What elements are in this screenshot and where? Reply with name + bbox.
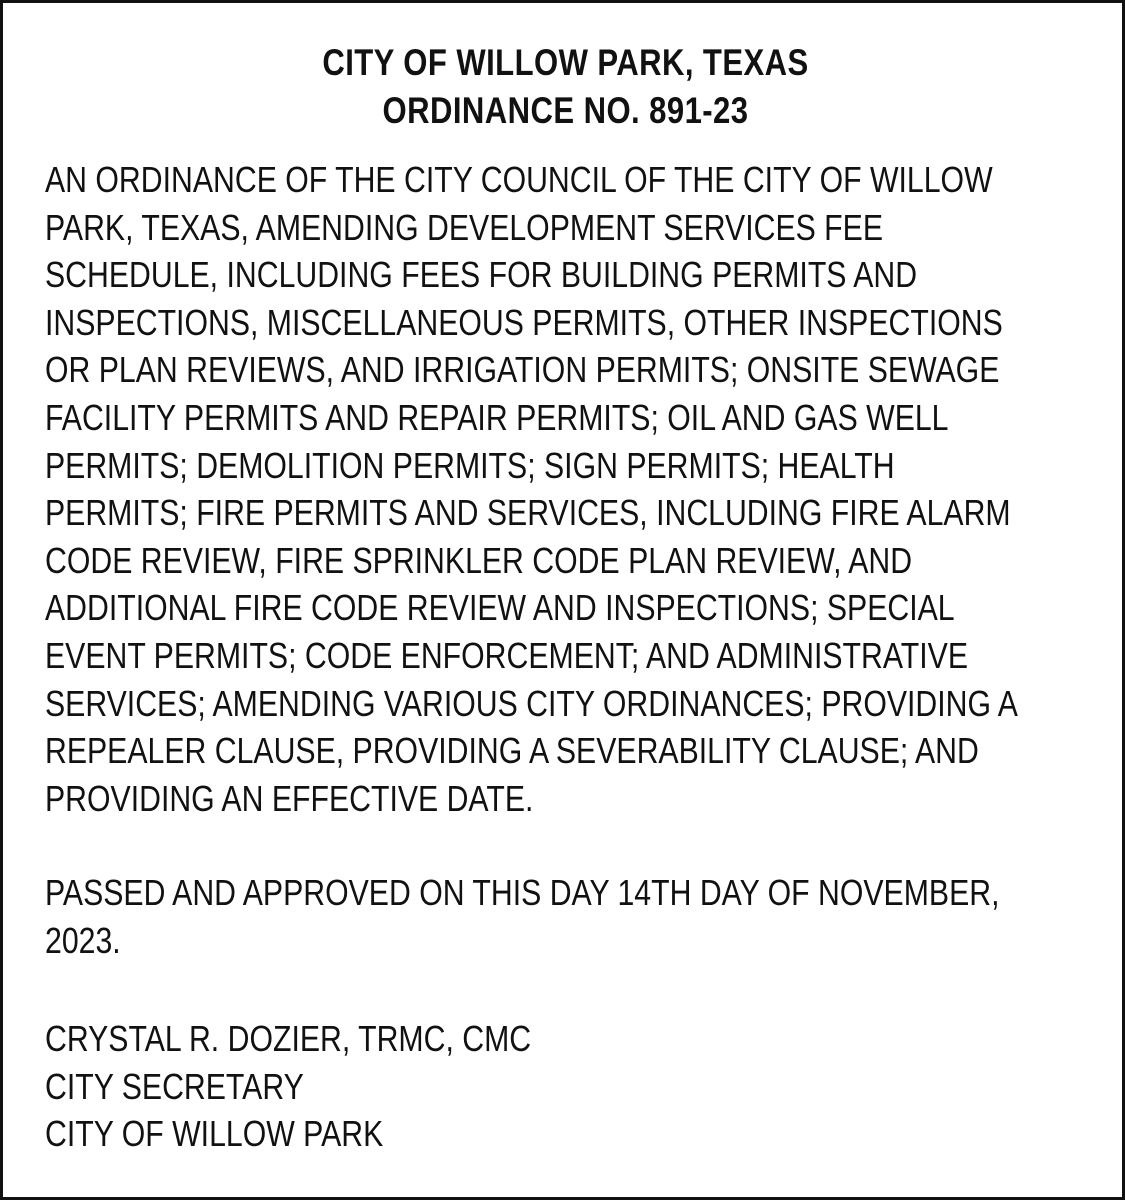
ordinance-caption-line: PERMITS; FIRE PERMITS AND SERVICES, INCLUDING FIRE ALARM bbox=[45, 492, 1011, 534]
ordinance-caption-line: INSPECTIONS, MISCELLANEOUS PERMITS, OTHER INSPECTIONS bbox=[45, 301, 1003, 343]
ordinance-caption-line: ADDITIONAL FIRE CODE REVIEW AND INSPECTIONS; SPECIAL bbox=[45, 587, 955, 629]
ordinance-caption-line: FACILITY PERMITS AND REPAIR PERMITS; OIL AND GAS WELL bbox=[45, 396, 949, 438]
ordinance-caption-line: OR PLAN REVIEWS, AND IRRIGATION PERMITS; ONSITE SEWAGE bbox=[45, 349, 1000, 391]
passed-approved-line: 2023. bbox=[45, 919, 121, 961]
signature-block bbox=[45, 1015, 1105, 1158]
passed-approved-line: PASSED AND APPROVED ON THIS DAY 14TH DAY OF NOVEMBER, bbox=[45, 872, 1000, 913]
ordinance-caption-line: REPEALER CLAUSE, PROVIDING A SEVERABILITY CLAUSE; AND bbox=[45, 730, 979, 772]
notice-heading-city: CITY OF WILLOW PARK, TEXAS bbox=[322, 42, 809, 83]
signatory-title: CITY SECRETARY bbox=[45, 1065, 304, 1107]
signatory-organization: CITY OF WILLOW PARK bbox=[45, 1113, 384, 1155]
ordinance-caption-line: AN ORDINANCE OF THE CITY COUNCIL OF THE CITY OF WILLOW bbox=[45, 159, 993, 200]
ordinance-caption bbox=[45, 156, 1105, 822]
ordinance-caption-line: PERMITS; DEMOLITION PERMITS; SIGN PERMITS; HEALTH bbox=[45, 444, 895, 486]
ordinance-caption-line: SERVICES; AMENDING VARIOUS CITY ORDINANCES; PROVIDING A bbox=[45, 682, 1018, 724]
ordinance-caption-line: EVENT PERMITS; CODE ENFORCEMENT; AND ADMINISTRATIVE bbox=[45, 634, 969, 676]
passed-approved-statement bbox=[45, 869, 1105, 964]
signatory-name: CRYSTAL R. DOZIER, TRMC, CMC bbox=[45, 1018, 532, 1059]
notice-heading-ordinance-number: ORDINANCE NO. 891-23 bbox=[382, 90, 749, 131]
ordinance-caption-line: PARK, TEXAS, AMENDING DEVELOPMENT SERVICES FEE bbox=[45, 206, 884, 248]
ordinance-caption-line: SCHEDULE, INCLUDING FEES FOR BUILDING PERMITS AND bbox=[45, 254, 918, 296]
ordinance-caption-line: PROVIDING AN EFFECTIVE DATE. bbox=[45, 777, 534, 819]
ordinance-caption-line: CODE REVIEW, FIRE SPRINKLER CODE PLAN REVIEW, AND bbox=[45, 539, 913, 581]
